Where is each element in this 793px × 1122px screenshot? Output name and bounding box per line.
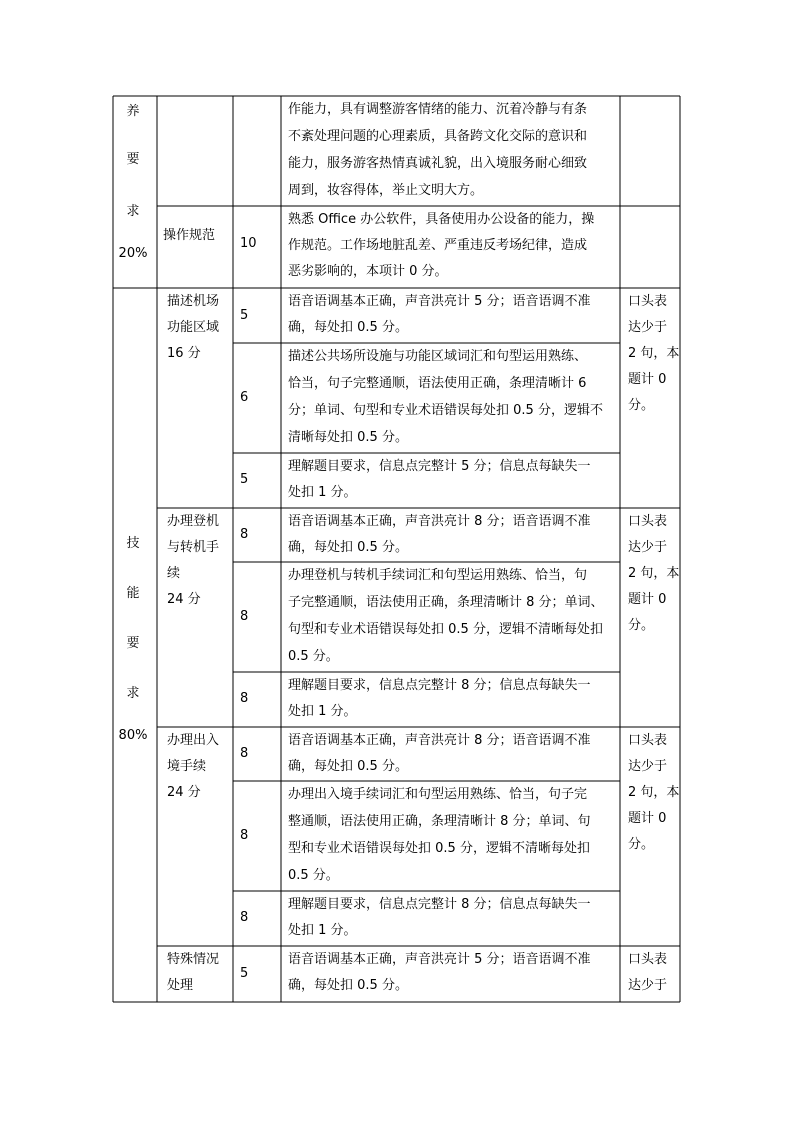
description-line: 语音语调基本正确，声音洪亮计 8 分；语音语调不准 xyxy=(288,514,591,529)
description-line: 理解题目要求，信息点完整计 8 分；信息点每缺失一 xyxy=(288,678,591,693)
score-cell: 8 xyxy=(240,691,249,706)
score-cell: 8 xyxy=(240,828,249,843)
description-line: 理解题目要求，信息点完整计 5 分；信息点每缺失一 xyxy=(288,459,591,474)
category-a-char-3: 求 xyxy=(126,204,140,219)
note-line: 2 句，本 xyxy=(628,346,680,361)
description-line: 处扣 1 分。 xyxy=(288,485,357,500)
category-a-char-1: 养 xyxy=(126,104,140,119)
category-b-char-3: 要 xyxy=(126,636,140,651)
category-b-char-4: 求 xyxy=(126,686,140,701)
description-line: 作能力，具有调整游客情绪的能力、沉着冷静与有条 xyxy=(288,102,588,117)
description-line: 型和专业术语错误每处扣 0.5 分，逻辑不清晰每处扣 xyxy=(288,841,590,856)
description-line: 0.5 分。 xyxy=(288,649,339,664)
note-line: 2 句，本 xyxy=(628,785,680,800)
item-name-line: 特殊情况 xyxy=(167,952,220,967)
description-line: 熟悉 Office 办公软件，具备使用办公设备的能力，操 xyxy=(288,212,595,227)
category-b-percent: 80% xyxy=(118,728,148,743)
item-name: 操作规范 xyxy=(163,228,216,243)
description-line: 恶劣影响的，本项计 0 分。 xyxy=(288,264,448,279)
note-line: 口头表 xyxy=(628,294,668,309)
description-line: 语音语调基本正确，声音洪亮计 5 分；语音语调不准 xyxy=(288,952,591,967)
note-line: 达少于 xyxy=(628,759,668,774)
note-line: 达少于 xyxy=(628,978,668,993)
description-line: 理解题目要求，信息点完整计 8 分；信息点每缺失一 xyxy=(288,897,591,912)
description-line: 0.5 分。 xyxy=(288,868,339,883)
description-line: 处扣 1 分。 xyxy=(288,923,357,938)
item-name-line: 16 分 xyxy=(167,346,201,361)
item-name-line: 办理登机 xyxy=(167,514,220,529)
description-line: 确，每处扣 0.5 分。 xyxy=(288,540,408,555)
score-cell: 8 xyxy=(240,527,249,542)
note-line: 题计 0 xyxy=(628,372,667,387)
category-b-char-1: 技 xyxy=(126,536,140,551)
description-line: 办理登机与转机手续词汇和句型运用熟练、恰当，句 xyxy=(288,568,588,583)
description-line: 确，每处扣 0.5 分。 xyxy=(288,320,408,335)
note-line: 分。 xyxy=(628,398,655,413)
note-line: 口头表 xyxy=(628,733,668,748)
item-name-line: 续 xyxy=(167,566,181,581)
score-cell: 5 xyxy=(240,472,249,487)
description-line: 确，每处扣 0.5 分。 xyxy=(288,978,408,993)
note-line: 题计 0 xyxy=(628,592,667,607)
description-line: 描述公共场所设施与功能区域词汇和句型运用熟练、 xyxy=(288,349,588,364)
item-name-line: 境手续 xyxy=(167,759,207,774)
description-line: 恰当，句子完整通顺，语法使用正确，条理清晰计 6 xyxy=(288,376,587,391)
note-line: 题计 0 xyxy=(628,811,667,826)
item-name-line: 处理 xyxy=(167,978,194,993)
item-name-line: 办理出入 xyxy=(167,733,220,748)
description-line: 不紊处理问题的心理素质，具备跨文化交际的意识和 xyxy=(288,129,588,144)
description-line: 语音语调基本正确，声音洪亮计 8 分；语音语调不准 xyxy=(288,733,591,748)
item-name-line: 功能区域 xyxy=(167,320,220,335)
note-line: 分。 xyxy=(628,618,655,633)
item-name-line: 与转机手 xyxy=(167,540,220,555)
note-line: 达少于 xyxy=(628,540,668,555)
score-cell: 8 xyxy=(240,746,249,761)
description-line: 周到，妆容得体，举止文明大方。 xyxy=(288,183,484,198)
note-line: 口头表 xyxy=(628,952,668,967)
note-line: 分。 xyxy=(628,837,655,852)
description-line: 语音语调基本正确，声音洪亮计 5 分；语音语调不准 xyxy=(288,294,591,309)
description-line: 确，每处扣 0.5 分。 xyxy=(288,759,408,774)
description-line: 整通顺，语法使用正确，条理清晰计 8 分；单词、句 xyxy=(288,814,591,829)
description-line: 子完整通顺，语法使用正确，条理清晰计 8 分；单词、 xyxy=(288,595,604,610)
note-line: 达少于 xyxy=(628,320,668,335)
item-name-line: 24 分 xyxy=(167,592,201,607)
score-cell: 5 xyxy=(240,308,249,323)
description-line: 句型和专业术语错误每处扣 0.5 分，逻辑不清晰每处扣 xyxy=(288,622,603,637)
category-b-char-2: 能 xyxy=(126,586,140,601)
description-line: 分；单词、句型和专业术语错误每处扣 0.5 分，逻辑不 xyxy=(288,403,603,418)
note-line: 口头表 xyxy=(628,514,668,529)
category-a-percent: 20% xyxy=(118,246,148,261)
note-line: 2 句，本 xyxy=(628,566,680,581)
item-name-line: 24 分 xyxy=(167,785,201,800)
score-cell: 5 xyxy=(240,966,249,981)
score-cell: 8 xyxy=(240,609,249,624)
description-line: 能力，服务游客热情真诚礼貌，出入境服务耐心细致 xyxy=(288,156,588,171)
description-line: 清晰每处扣 0.5 分。 xyxy=(288,430,408,445)
description-line: 作规范。工作场地脏乱差、严重违反考场纪律，造成 xyxy=(288,238,588,253)
description-line: 处扣 1 分。 xyxy=(288,704,357,719)
item-name-line: 描述机场 xyxy=(167,294,220,309)
score-cell: 10 xyxy=(240,236,257,251)
score-cell: 8 xyxy=(240,910,249,925)
score-cell: 6 xyxy=(240,390,249,405)
description-line: 办理出入境手续词汇和句型运用熟练、恰当，句子完 xyxy=(288,787,588,802)
category-a-char-2: 要 xyxy=(126,152,140,167)
